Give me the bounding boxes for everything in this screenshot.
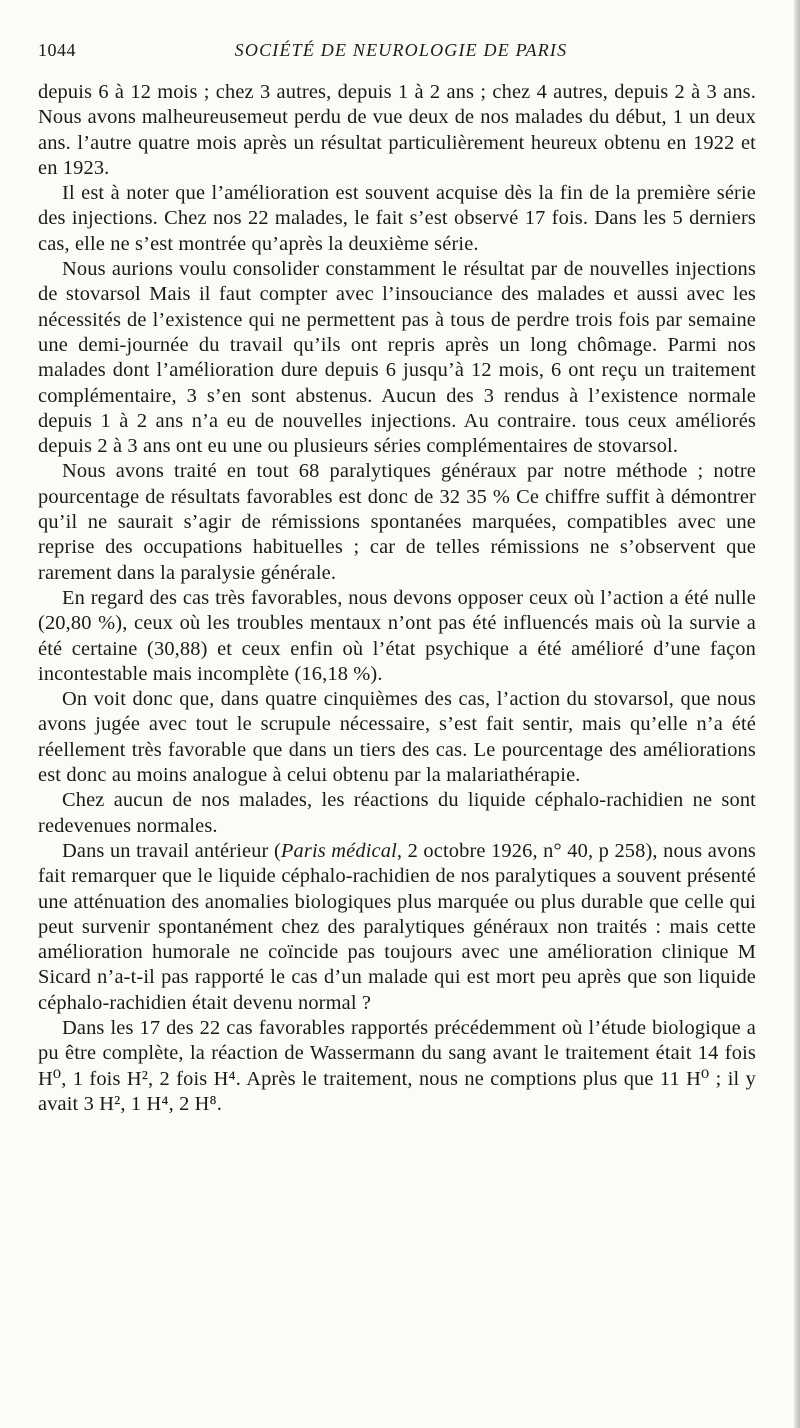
paragraph-1: depuis 6 à 12 mois ; chez 3 autres, depuis 1 à 2 ans ; chez 4 autres, depuis 2 à 3 ans. Nous avons malheureusemeut perdu de vue deux de nos malades du début, 1 un deux ans. l’autre quatre mois après un résultat particulièrement heureux obtenu en 1922 et en 1923. [38, 81, 756, 179]
paragraph-3: Nous aurions voulu consolider constamment le résultat par de nouvelles injections de stovarsol Mais il faut compter avec l’insouciance des malades et aussi avec les nécessités de l’existence qui ne permettent pas à tous de perdre trois fois par semaine une demi-journée du travail qu’ils ont repris après un long chômage. Parmi nos malades dont l’amélioration dure depuis 6 jusqu’à 12 mois, 6 ont reçu un traitement complémentaire, 3 s’en sont abstenus. Aucun des 3 rendus à l’existence normale depuis 1 à 2 ans n’a eu de nouvelles injections. Au contraire. tous ceux améliorés depuis 2 à 3 ans ont eu une ou plusieurs séries complémentaires de stovarsol. [38, 258, 756, 458]
page-header [38, 40, 764, 66]
paragraph-2: Il est à noter que l’amélioration est souvent acquise dès la fin de la première série des injections. Chez nos 22 malades, le fait s’est observé 17 fois. Dans les 5 derniers cas, elle ne s’est montrée qu’après la deuxième série. [38, 182, 756, 255]
running-title: SOCIÉTÉ DE NEUROLOGIE DE PARIS [234, 40, 568, 60]
paragraph-7: Chez aucun de nos malades, les réactions du liquide céphalo-rachidien ne sont redevenues normales. [38, 789, 756, 837]
paragraph-8-start: Dans un travail antérieur ( [62, 839, 281, 862]
paragraph-5: En regard des cas très favorables, nous devons opposer ceux où l’action a été nulle (20,80 %), ceux où les troubles mentaux n’ont pas été influencés mais où la survie a été certaine (30,88) et ceux enfin où l’état psychique a été amélioré d’une façon incontestable mais incomplète (16,18 %). [38, 586, 756, 685]
paragraph-8-rest: 2 octobre 1926, n° 40, p 258), nous avons fait remarquer que le liquide céphalo-rachidien de nos paralytiques a souvent présenté une atténuation des anomalies biologiques plus marquée ou plus durable que celle qui peut survenir spontanément chez des paralytiques généraux non traités : mais cette amélioration humorale ne coïncide pas toujours avec une amélioration clinique M Sicard n’a-t-il pas rapporté le cas d’un malade qui est mort peu après que son liquide céphalo-rachidien était devenu normal ? [38, 839, 757, 1014]
paragraph-4: Nous avons traité en tout 68 paralytiques généraux par notre méthode ; notre pourcentage de résultats favorables est donc de 32 35 % Ce chiffre suffit à démontrer qu’il ne saurait s’agir de rémissions spontanées marquées, compatibles avec une reprise des occupations habituelles ; car de telles rémissions ne s’observent que rarement dans la paralysie générale. [38, 460, 756, 584]
body-text [38, 80, 756, 1117]
citation-journal-title: Paris médical, [280, 839, 403, 862]
page-number: 1044 [38, 40, 76, 60]
paragraph-6: On voit donc que, dans quatre cinquièmes des cas, l’action du stovarsol, que nous avons jugée avec tout le scrupule nécessaire, s’est fait sentir, mais qu’elle n’a été réellement très favorable que dans un tiers des cas. Le pourcentage des améliorations est donc au moins analogue à celui obtenu par la malariathérapie. [38, 688, 756, 787]
paragraph-9: Dans les 17 des 22 cas favorables rapportés précédemment où l’étude biologique a pu être complète, la réaction de Wassermann du sang avant le traitement était 14 fois H⁰, 1 fois H², 2 fois H⁴. Après le traitement, nous ne comptions plus que 11 H⁰ ; il y avait 3 H², 1 H⁴, 2 H⁸. [38, 1016, 756, 1115]
paragraph-8 [38, 839, 756, 1016]
page-edge-shadow [794, 0, 800, 1428]
